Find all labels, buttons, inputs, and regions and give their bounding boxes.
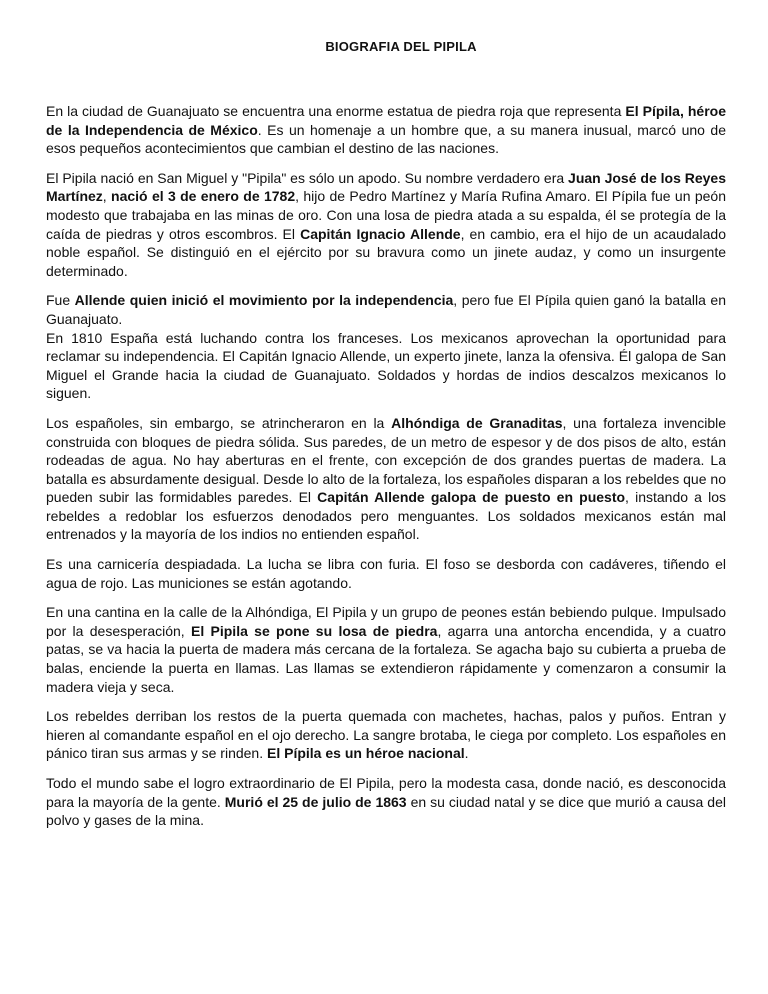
text-run: , agarra una antorcha encendida, y a cuatro patas, se va hacia la puerta de madera más cercana de la fortaleza. Se agacha bajo su cubierta a prueba de balas, enciende la puerta en llamas. Las llamas se extendieron rápidamente y comenzaron a consumir la madera vieja y seca. (46, 622, 726, 695)
text-run: Los españoles, sin embargo, se atrincheraron en la (46, 414, 392, 431)
text-run: Todo el mundo sabe el logro extraordinario de El Pipila, pero la modesta casa, donde nació, es desconocida para la mayoría de la gente. (46, 775, 726, 810)
bold-text: Allende quien inició el movimiento por la independencia (74, 292, 454, 309)
paragraph-6 (46, 603, 726, 696)
bold-text: Capitán Allende galopa de puesto en puesto (317, 489, 626, 506)
document-title: BIOGRAFIA DEL PIPILA (325, 39, 477, 54)
bold-text: El Pipila se pone su losa de piedra (191, 622, 438, 639)
paragraph-1 (46, 102, 726, 158)
bold-text: Murió el 25 de julio de 1863 (224, 793, 407, 810)
text-run: , instando a los rebeldes a redoblar los esfuerzos denodados pero menguantes. Los soldados mexicanos están mal entrenados y la mayoría de los indios no entienden español. (46, 489, 727, 543)
bold-text: Capitán Ignacio Allende (300, 225, 461, 242)
text-run: En una cantina en la calle de la Alhóndiga, El Pipila y un grupo de peones están bebiendo pulque. Impulsado por la desesperación, (46, 604, 726, 639)
document-page (46, 39, 726, 841)
text-run: , pero fue El Pípila quien ganó la batalla en Guanajuato. (46, 292, 727, 327)
bold-text: Juan José de los Reyes Martínez (46, 169, 726, 205)
text-run: El Pipila nació en San Miguel y "Pipila" es sólo un apodo. Su nombre verdadero era (46, 169, 569, 186)
text-run: Es una carnicería despiadada. La lucha se libra con furia. El foso se desborda con cadáveres, tiñendo el agua de rojo. Las municiones se están agotando. (46, 556, 726, 591)
text-run: . Es un homenaje a un hombre que, a su manera inusual, marcó uno de esos pequeños acontecimientos que cambian el destino de las naciones. (46, 121, 726, 157)
text-run: Los rebeldes derriban los restos de la puerta quemada con machetes, hachas, palos y puños. Entran y hieren al comandante español en el ojo derecho. La sangre brotaba, le ciega por completo. Los españoles en pánico tiran sus armas y se rinden. (46, 708, 726, 762)
text-run: , una fortaleza invencible construida con bloques de piedra sólida. Sus paredes, de un metro de espesor y de dos pisos de alto, están rodeadas de agua. No hay aberturas en el frente, con excepción de dos grandes puertas de madera. La batalla es absurdamente desigual. Desde lo alto de la fortaleza, los españoles disparan a los rebeldes que no pueden subir las formidables paredes. El (46, 414, 726, 506)
paragraph-3 (46, 291, 726, 403)
paragraph-8 (46, 774, 726, 830)
bold-text: El Pípila es un héroe nacional (267, 745, 465, 762)
text-run: En 1810 España está luchando contra los franceses. Los mexicanos aprovechan la oportunidad para reclamar su independencia. El Capitán Ignacio Allende, un experto jinete, lanza la ofensiva. Él galopa de San Miguel el Grande hacia la ciudad de Guanajuato. Soldados y hordas de indios descalzos mexicanos lo siguen. (46, 329, 726, 402)
text-run: , en cambio, era el hijo de un acaudalado noble español. Se distinguió en el ejército por su bravura como un jinete audaz, y como un insurgente determinado. (46, 225, 726, 279)
paragraph-7 (46, 707, 726, 763)
text-run: , (102, 188, 112, 205)
text-run: En la ciudad de Guanajuato se encuentra una enorme estatua de piedra roja que representa (46, 103, 626, 119)
text-run: , hijo de Pedro Martínez y María Rufina Amaro. El Pípila fue un peón modesto que trabajaba en las minas de oro. Con una losa de piedra atada a su espalda, él se protegía de la caída de piedras y otros escombros. El (46, 188, 727, 242)
paragraph-4 (46, 414, 726, 544)
document-body (46, 102, 726, 830)
bold-text: El Pípila, héroe de la Independencia de México (46, 103, 726, 138)
paragraph-5 (46, 555, 726, 592)
text-run: en su ciudad natal y se dice que murió a causa del polvo y gases de la mina. (46, 793, 726, 829)
paragraph-2 (46, 169, 726, 281)
bold-text: Alhóndiga de Granaditas (391, 414, 563, 431)
text-run: . (464, 745, 469, 762)
text-run: Fue (46, 292, 75, 309)
bold-text: nació el 3 de enero de 1782 (111, 188, 296, 205)
